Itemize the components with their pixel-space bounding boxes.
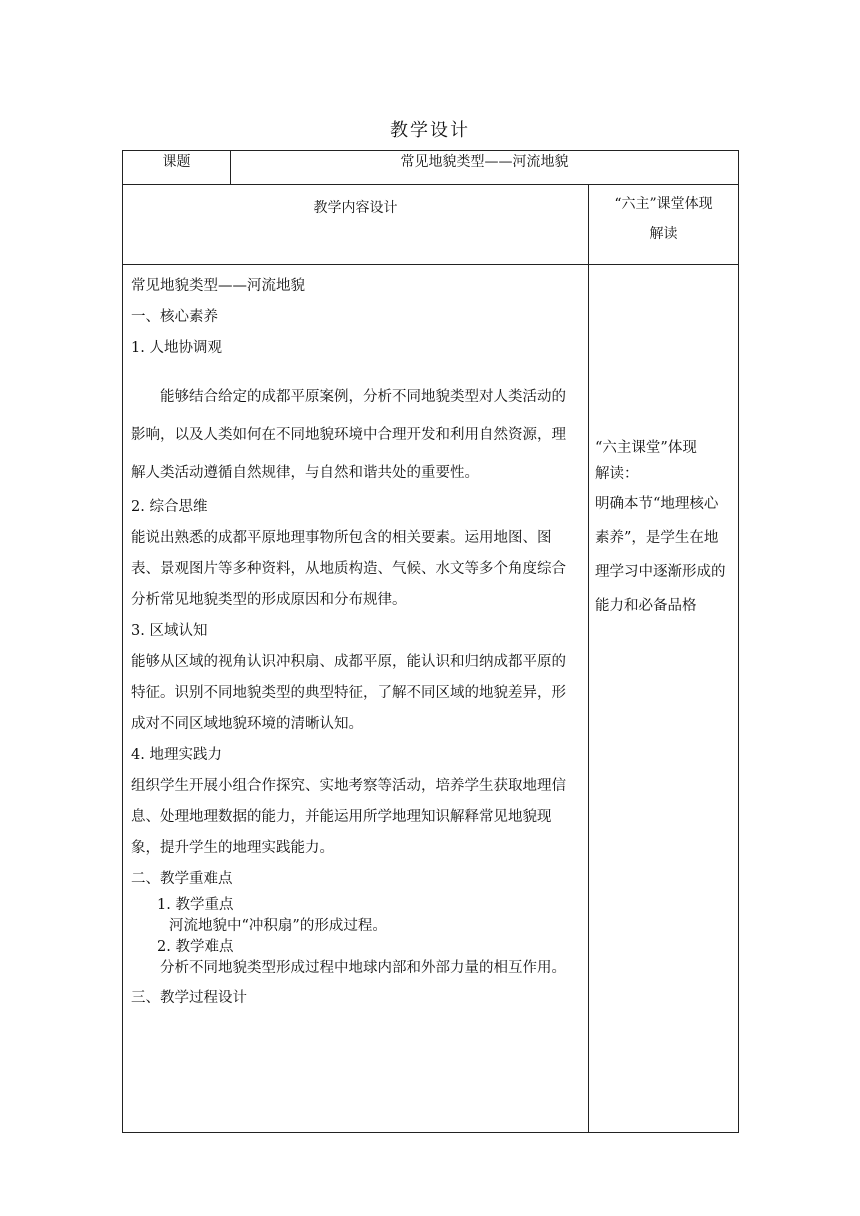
item-comprehensive-thinking-text: 能说出熟悉的成都平原地理事物所包含的相关要素。运用地图、图表、景观图片等多种资料，从地质构造、气候、水文等多个角度综合分析常见地貌类型的形成原因和分布规律。 — [131, 530, 566, 608]
item-geo-practice-text: 组织学生开展小组合作探究、实地考察等活动，培养学生获取地理信息、处理地理数据的能力，并能运用所学地理知识解释常见地貌现象，提升学生的地理实践能力。 — [131, 778, 566, 856]
side-line1: “六主课堂”体现 — [595, 440, 697, 456]
difficulty-title: 2. 教学难点 — [157, 939, 234, 955]
item-regional-cognition-text: 能够从区域的视角认识冲积扇、成都平原，能认识和归纳成都平原的特征。识别不同地貌类型的典型特征，了解不同区域的地貌差异，形成对不同区域地貌环境的清晰认知。 — [131, 654, 566, 732]
section-core-literacy-title: 一、核心素养 — [131, 309, 218, 325]
section-key-difficulty-title: 二、教学重难点 — [131, 871, 233, 887]
key-point-text: 河流地貌中“冲积扇”的形成过程。 — [169, 918, 387, 934]
lesson-topic: 常见地貌类型——河流地貌 — [131, 278, 305, 294]
six-principle-header — [589, 185, 739, 265]
topic-label: 课题 — [123, 151, 231, 185]
item-regional-cognition-title: 3. 区域认知 — [131, 623, 208, 639]
content-design-body — [123, 265, 589, 1133]
six-principle-header-line1: “六主”课堂体现 — [614, 196, 713, 212]
item-comprehensive-thinking-title: 2. 综合思维 — [131, 499, 208, 515]
six-principle-header-line2: 解读 — [649, 226, 678, 242]
content-design-header: 教学内容设计 — [123, 185, 589, 265]
six-principle-body — [589, 265, 739, 1133]
document-title: 教学设计 — [390, 120, 470, 141]
side-line2: 解读： — [595, 466, 639, 482]
item-human-land-title: 1. 人地协调观 — [131, 340, 222, 356]
subheader-row — [123, 185, 739, 265]
item-geo-practice-title: 4. 地理实践力 — [131, 747, 222, 763]
difficulty-text: 分析不同地貌类型形成过程中地球内部和外部力量的相互作用。 — [160, 960, 566, 976]
item-human-land-text: 能够结合给定的成都平原案例，分析不同地貌类型对人类活动的影响，以及人类如何在不同地貌环境中合理开发和利用自然资源，理解人类活动遵循自然规律，与自然和谐共处的重要性。 — [131, 389, 566, 481]
topic-value: 常见地貌类型——河流地貌 — [231, 151, 739, 185]
topic-row — [123, 151, 739, 185]
section-process-title: 三、教学过程设计 — [131, 990, 247, 1006]
key-point-title: 1. 教学重点 — [157, 897, 234, 913]
body-row — [123, 265, 739, 1133]
lesson-design-table — [122, 150, 739, 1133]
side-text: 明确本节“地理核心素养”，是学生在地理学习中逐渐形成的能力和必备品格 — [595, 496, 726, 614]
